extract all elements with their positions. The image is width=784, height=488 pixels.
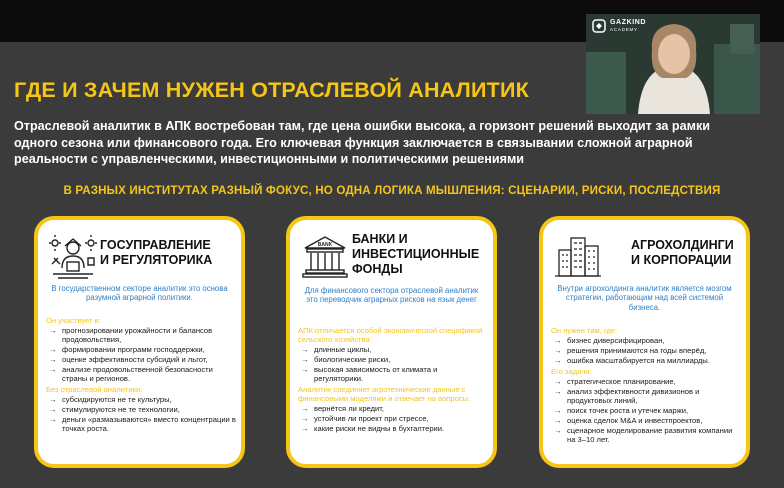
arrow-bullet-icon: →	[554, 387, 562, 396]
card-title: ГОСУПРАВЛЕНИЕ И РЕГУЛЯТОРИКА	[100, 238, 213, 267]
list-item	[551, 377, 741, 386]
list-item	[46, 345, 236, 354]
list-item	[298, 414, 488, 423]
bullet-list	[298, 404, 488, 433]
list-item	[298, 424, 488, 433]
arrow-bullet-icon: →	[301, 414, 309, 423]
list-item	[551, 426, 741, 444]
brand-logo-icon	[592, 19, 606, 33]
list-item	[46, 405, 236, 414]
arrow-bullet-icon: →	[554, 416, 562, 425]
agroholding-buildings-icon	[553, 234, 603, 280]
arrow-bullet-icon: →	[49, 405, 57, 414]
arrow-bullet-icon: →	[554, 377, 562, 386]
list-item-text: биологические риски,	[314, 355, 391, 364]
list-item	[551, 346, 741, 355]
arrow-bullet-icon: →	[554, 406, 562, 415]
list-item-text: бизнес диверсифицирован,	[567, 336, 665, 345]
bank-building-icon	[300, 234, 350, 280]
list-item	[46, 355, 236, 364]
bank-icon-label: BANK	[317, 242, 333, 248]
section-label: Он нужен там, где:	[551, 326, 618, 335]
government-regulator-icon	[48, 234, 98, 280]
arrow-bullet-icon: →	[49, 326, 57, 335]
list-item-text: поиск точек роста и утечек маржи,	[567, 406, 689, 415]
list-item-text: сценарное моделирование развития компании на 3–10 лет.	[567, 426, 733, 444]
section-label: Без отраслевой аналитики:	[46, 385, 143, 394]
arrow-bullet-icon: →	[49, 395, 57, 404]
section-label: Аналитик соединяет агротехнические данные с финансовыми моделями и отвечает на вопросы:	[298, 385, 471, 403]
list-item	[298, 345, 488, 354]
card-header	[38, 230, 241, 284]
webcam-video-overlay[interactable]	[586, 14, 760, 114]
arrow-bullet-icon: →	[554, 336, 562, 345]
arrow-bullet-icon: →	[49, 415, 57, 424]
list-item	[551, 416, 741, 425]
arrow-bullet-icon: →	[554, 346, 562, 355]
list-item	[551, 356, 741, 365]
card-body	[298, 324, 488, 435]
card-lead-text: Внутри агрохолдинга аналитик является мозгом стратегии, работающим над всей системой бизнеса.	[557, 284, 732, 312]
arrow-bullet-icon: →	[554, 426, 562, 435]
list-item-text: анализ эффективности дивизионов и продуктовых линий,	[567, 387, 700, 405]
list-item-text: какие риски не видны в бухгалтерии.	[314, 424, 445, 433]
arrow-bullet-icon: →	[49, 365, 57, 374]
slide-subtitle: В РАЗНЫХ ИНСТИТУТАХ РАЗНЫЙ ФОКУС, НО ОДНА ЛОГИКА МЫШЛЕНИЯ: СЦЕНАРИИ, РИСКИ, ПОСЛЕДСТВИЯ	[63, 184, 721, 197]
slide-intro-text: Отраслевой аналитик в АПК востребован там, где цена ошибки высока, а горизонт решений выходит за рамки одного сезона или финансового года. Его ключевая функция заключается в связывании сложной аграрной реальности с управленческими, инвестиционными и политическими решениями	[14, 119, 710, 166]
bullet-list	[551, 336, 741, 365]
list-item-text: формировании программ господдержки,	[62, 345, 205, 354]
list-item-text: стимулируются не те технологии,	[62, 405, 180, 414]
card-agroholdings	[539, 216, 750, 468]
card-header	[543, 230, 746, 284]
card-title: БАНКИ И ИНВЕСТИЦИОННЫЕ ФОНДЫ	[352, 232, 480, 276]
list-item	[551, 387, 741, 405]
bullet-list	[46, 395, 236, 433]
list-item-text: устойчив ли проект при стрессе,	[314, 414, 429, 423]
list-item	[46, 326, 236, 344]
card-title: АГРОХОЛДИНГИ И КОРПОРАЦИИ	[631, 238, 734, 267]
arrow-bullet-icon: →	[301, 345, 309, 354]
arrow-bullet-icon: →	[301, 355, 309, 364]
list-item	[298, 355, 488, 364]
list-item-text: субсидируются не те культуры,	[62, 395, 172, 404]
list-item	[46, 415, 236, 433]
arrow-bullet-icon: →	[49, 345, 57, 354]
brand-logo	[592, 18, 662, 34]
brand-name: GAZKIND	[610, 19, 647, 26]
card-lead-text: Для финансового сектора отраслевой аналитик это переводчик аграрных рисков на язык денег	[304, 286, 479, 305]
list-item-text: деньги «размазываются» вместо концентрации в точках роста.	[62, 415, 236, 433]
brand-sub: ACADEMY	[610, 27, 638, 32]
list-item-text: анализе продовольственной безопасности страны и регионов.	[62, 365, 213, 383]
arrow-bullet-icon: →	[301, 424, 309, 433]
list-item	[298, 404, 488, 413]
card-header	[290, 230, 493, 284]
list-item	[551, 406, 741, 415]
list-item	[551, 336, 741, 345]
card-lead-text: В государственном секторе аналитик это основа разумной аграрной политики.	[51, 284, 228, 303]
bullet-list	[298, 345, 488, 383]
card-government	[34, 216, 245, 468]
card-banks	[286, 216, 497, 468]
list-item	[46, 395, 236, 404]
section-label: Его задачи:	[551, 367, 592, 376]
list-item-text: вернётся ли кредит,	[314, 404, 385, 413]
bullet-list	[46, 326, 236, 383]
card-body	[551, 324, 741, 446]
list-item-text: решения принимаются на годы вперёд,	[567, 346, 707, 355]
list-item-text: стратегическое планирование,	[567, 377, 676, 386]
arrow-bullet-icon: →	[301, 365, 309, 374]
list-item-text: длинные циклы,	[314, 345, 372, 354]
slide-title: ГДЕ И ЗАЧЕМ НУЖЕН ОТРАСЛЕВОЙ АНАЛИТИК	[14, 78, 529, 102]
list-item-text: высокая зависимость от климата и регуляторики.	[314, 365, 438, 383]
arrow-bullet-icon: →	[301, 404, 309, 413]
bullet-list	[551, 377, 741, 444]
arrow-bullet-icon: →	[554, 356, 562, 365]
section-label: АПК отличается особой экономической спецификой сельского хозяйства:	[298, 326, 483, 344]
card-body	[46, 314, 236, 435]
list-item-text: прогнозировании урожайности и балансов продовольствия,	[62, 326, 213, 344]
list-item	[46, 365, 236, 383]
list-item-text: оценке эффективности субсидий и льгот,	[62, 355, 208, 364]
list-item-text: оценка сделок M&A и инвестпроектов,	[567, 416, 703, 425]
section-label: Он участвует в:	[46, 316, 101, 325]
list-item-text: ошибка масштабируется на миллиарды.	[567, 356, 710, 365]
arrow-bullet-icon: →	[49, 355, 57, 364]
list-item	[298, 365, 488, 383]
